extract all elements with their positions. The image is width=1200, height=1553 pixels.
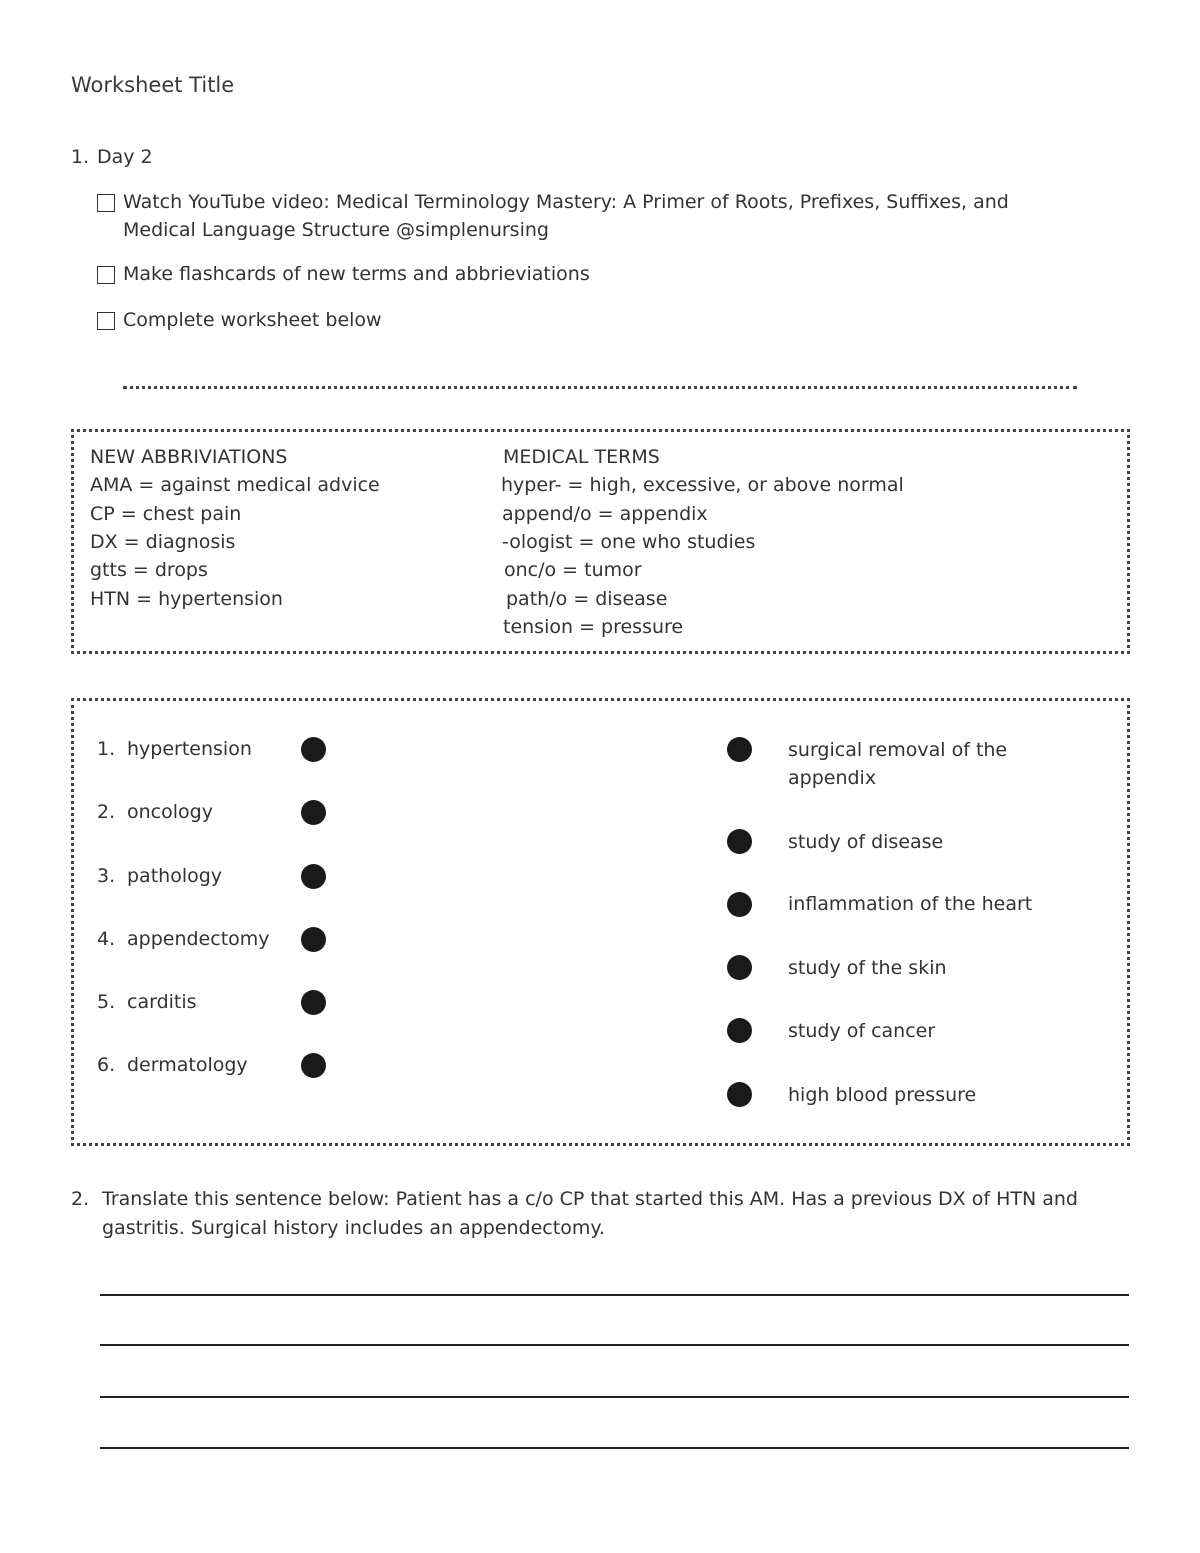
match-term-connector[interactable] [301,800,326,825]
match-definition: study of cancer [788,1020,936,1042]
dotted-divider [123,386,1077,389]
match-term-connector[interactable] [301,737,326,762]
answer-line[interactable] [100,1396,1129,1398]
section-2-prompt: Translate this sentence below: Patient has a c/o CP that started this AM. Has a previous DX of HTN and gastritis. Surgical history includes an appendectomy. [102,1188,1078,1239]
match-term-label: hypertension [127,738,252,760]
match-definition: inflammation of the heart [788,893,1033,915]
abbreviation-item: CP = chest pain [90,502,242,525]
term-item: onc/o = tumor [504,559,642,582]
task-checkbox[interactable] [97,266,115,284]
match-definition-connector[interactable] [727,1018,752,1043]
section-2-number: 2. [71,1188,90,1210]
abbreviation-item: DX = diagnosis [90,530,236,553]
match-definition: surgical removal of the appendix [788,739,1008,789]
match-term-number: 1. [97,738,116,760]
terms-heading: MEDICAL TERMS [503,446,660,468]
match-term-number: 5. [97,991,116,1013]
worksheet-title: Worksheet Title [71,73,235,97]
answer-line[interactable] [100,1447,1129,1449]
match-term-number: 3. [97,865,116,887]
term-item: path/o = disease [506,587,668,610]
term-item: -ologist = one who studies [502,530,756,553]
task-label: Complete worksheet below [123,309,382,331]
section-1-number: 1. [71,146,90,168]
match-term-number: 2. [97,801,116,823]
translation-question [71,1185,1141,1243]
term-item: hyper- = high, excessive, or above normal [501,474,904,497]
abbreviation-item: AMA = against medical advice [90,474,380,497]
match-term-number: 4. [97,928,116,950]
match-definition-connector[interactable] [727,955,752,980]
match-definition-connector[interactable] [727,892,752,917]
match-term-connector[interactable] [301,1053,326,1078]
match-definition: study of disease [788,831,944,853]
task-label: Watch YouTube video: Medical Terminology Mastery: A Primer of Roots, Prefixes, Suffixes, and Medical Language Structure @simplenursing [123,191,1009,241]
match-term [97,865,222,887]
match-definition-connector[interactable] [727,829,752,854]
abbreviation-item: gtts = drops [90,559,208,582]
task-item [97,264,1077,288]
match-term [97,801,213,823]
match-definition: high blood pressure [788,1084,977,1106]
section-1-heading: Day 2 [97,146,153,168]
match-term-connector[interactable] [301,990,326,1015]
task-checkbox[interactable] [97,194,115,212]
term-item: tension = pressure [503,615,684,638]
task-item [97,192,1077,244]
match-definition: study of the skin [788,957,947,979]
answer-line[interactable] [100,1344,1129,1346]
match-term [97,991,197,1013]
match-term-number: 6. [97,1054,116,1076]
match-term-label: appendectomy [127,928,270,950]
task-checkbox[interactable] [97,312,115,330]
match-term [97,1054,248,1076]
abbreviations-heading: NEW ABBRIVIATIONS [90,446,288,468]
task-label: Make flashcards of new terms and abbrieviations [123,263,590,285]
match-term-label: dermatology [127,1054,248,1076]
match-definition-connector[interactable] [727,1082,752,1107]
match-term-connector[interactable] [301,927,326,952]
abbreviation-item: HTN = hypertension [90,587,283,610]
match-term-label: carditis [127,991,197,1013]
task-item [97,310,1077,334]
answer-line[interactable] [100,1294,1129,1296]
match-term-label: pathology [127,865,223,887]
match-definition-connector[interactable] [727,737,752,762]
match-term-connector[interactable] [301,864,326,889]
match-term [97,738,252,760]
match-term-label: oncology [127,801,213,823]
term-item: append/o = appendix [502,502,708,525]
match-term [97,928,270,950]
